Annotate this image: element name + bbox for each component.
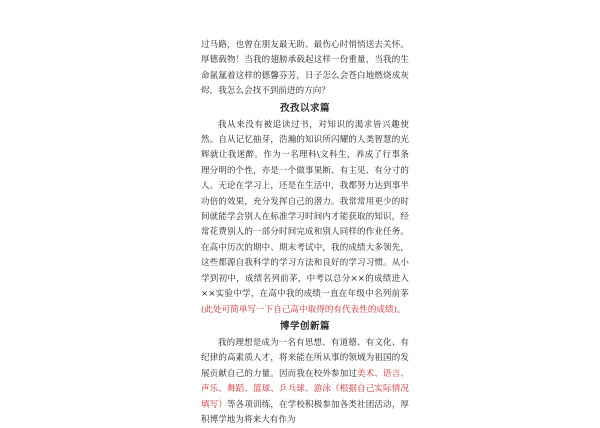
- document-body: [201, 38, 409, 428]
- section-heading-innovation: 博学创新篇: [279, 320, 330, 332]
- section-heading-study: 孜孜以求篇: [279, 102, 330, 114]
- study-paragraph: [201, 118, 409, 318]
- innovation-paragraph: [201, 336, 409, 428]
- study-paragraph-note: (此处可简单写一下自己高中取得的有代表性的成绩)。: [201, 304, 406, 315]
- innovation-hobbies: 美术、语言、声乐、舞蹈、篮球、乒乓球、游泳（根据自己实际情况填写）: [201, 368, 409, 410]
- innovation-text-a: 我的理想是成为一名有思想、有道德、有文化、有纪律的高素质人才，将来能在所从事的领域为祖国的发展贡献自己的力量。因而我在校外参加过: [201, 337, 409, 379]
- study-paragraph-text: 我从来没有被追读过书，对知识的渴求皆兴趣使然。自从记忆抽芽，浩瀚的知识所闪耀的人类智慧的光辉就让我迷醉。作为一名理科\文科生，养成了行事条理分明的个性，亦是一个做事果断、有主见、有分寸的人。无论在学习上，还是在生活中，我都努力达到事半功倍的效果，充分发挥自己的潜力。我常常用更少的时间就能学会别人在标准学习时间内才能获取的知识，经常花费别人的一部分时间完成和别人同样的作业任务。在高中历次的期中、期末考试中，我的成绩大多领先，这些都源自我科学的学习方法和良好的学习习惯。从小学到初中，成绩名列前茅，中考以总分××的成绩进入××实验中学，在高中我的成绩一直在年级中名列前茅: [201, 119, 409, 300]
- intro-paragraph: 过马路，也曾在朋友最无助、最伤心时悄悄送去关怀。厚德载物！当我的翅膀承载起这样一份重量，当我的生命氤氲着这样的德馨芬芳，日子怎么会苍白地燃烧成灰烬，我怎么会找不到前进的方向？: [201, 40, 409, 97]
- innovation-text-b: 等各项训练，在学校积极参加各类社团活动，厚积博学地为将来大有作为: [201, 399, 409, 425]
